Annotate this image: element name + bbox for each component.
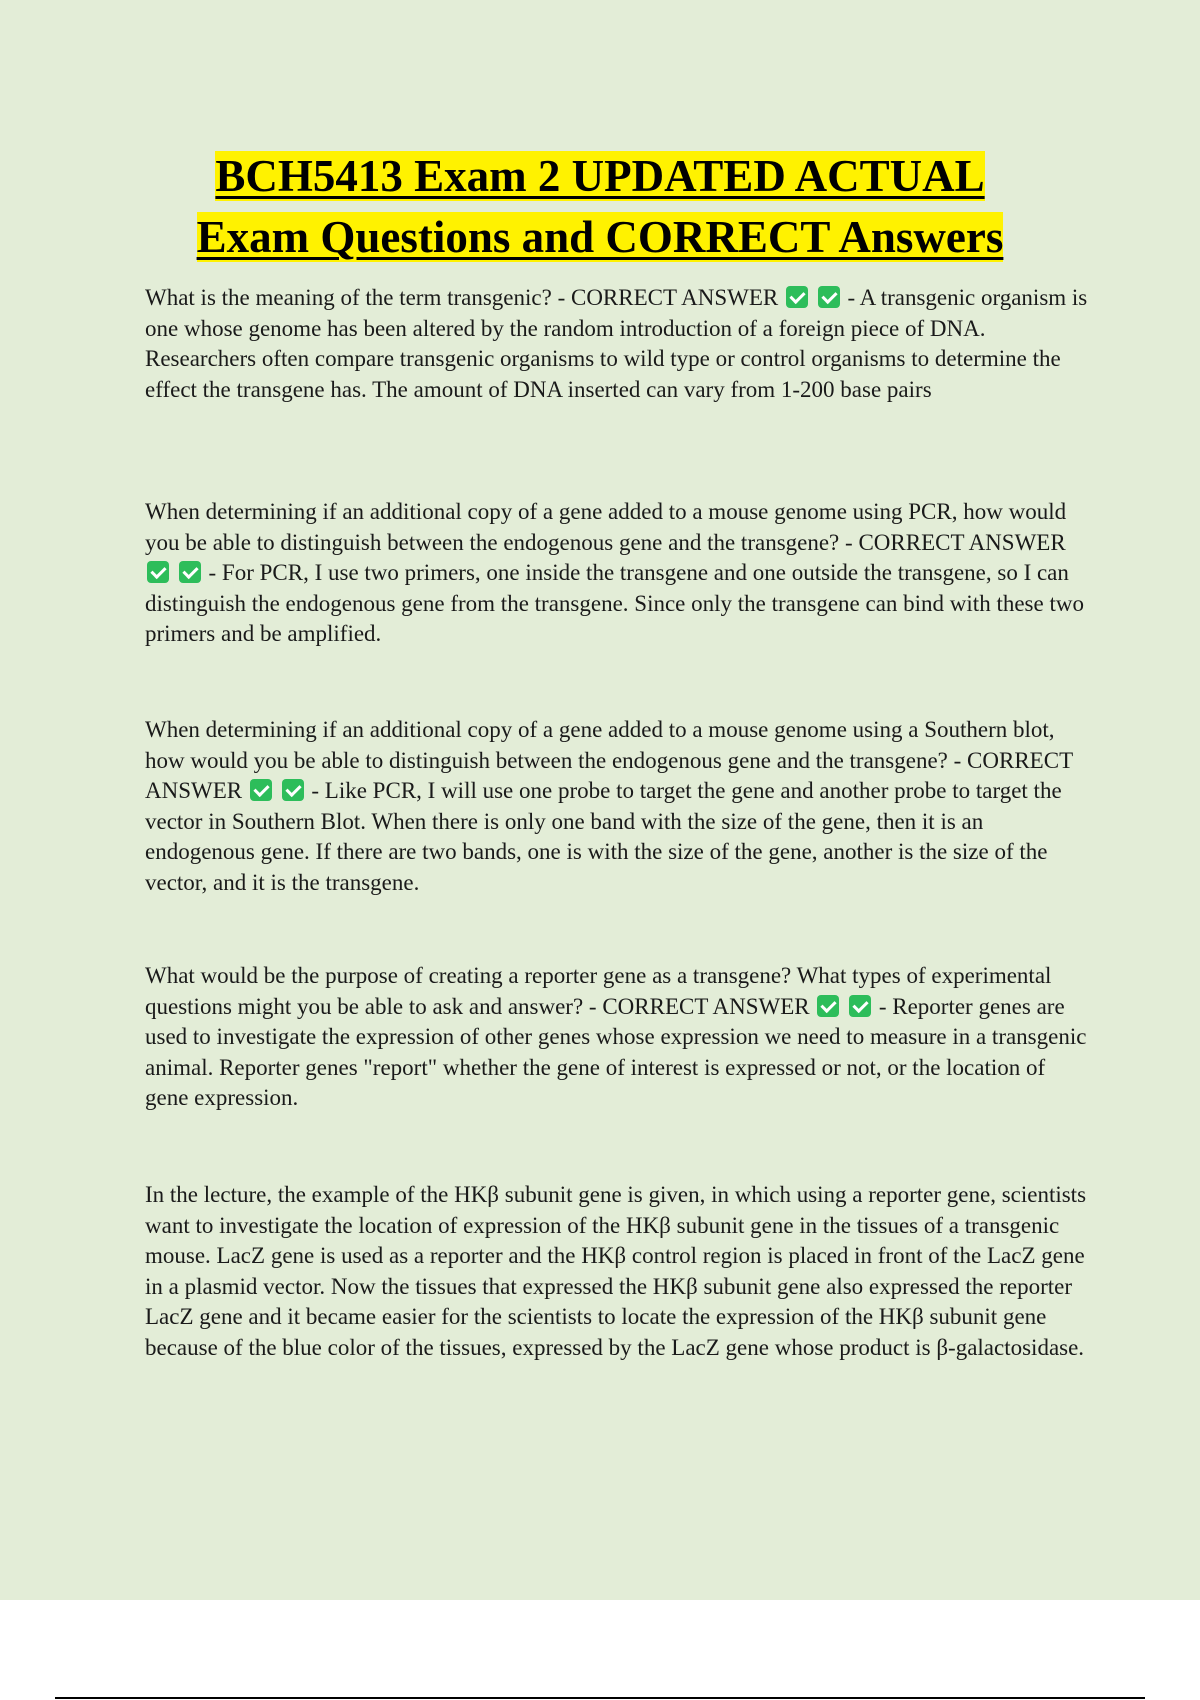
check-mark-icon	[282, 779, 304, 801]
check-mark-icon	[817, 995, 839, 1017]
qa-item-3	[145, 715, 1090, 898]
question-text: What would be the purpose of creating a reporter gene as a transgene? What types of experimental questions might you be able to ask and answer? -	[145, 963, 1052, 1019]
title-line-1: BCH5413 Exam 2 UPDATED ACTUAL	[215, 151, 985, 201]
title-line-2: Exam Questions and CORRECT Answers	[196, 212, 1004, 262]
check-mark-icon	[179, 561, 201, 583]
check-mark-icon	[250, 779, 272, 801]
document-title	[0, 146, 1200, 268]
question-text: When determining if an additional copy of a gene added to a mouse genome using a Southern blot, how would you be able to distinguish between the endogenous gene and the transgene? -	[145, 717, 1055, 773]
check-mark-icon	[786, 286, 808, 308]
qa-item-2	[145, 497, 1090, 650]
answer-text: - A transgenic organism is one whose genome has been altered by the random introduction of a foreign piece of DNA. Researchers often compare transgenic organisms to wild type or control organisms to determine the effect the transgene has. The amount of DNA inserted can vary from 1-200 base pairs	[145, 285, 1088, 402]
answer-marker: CORRECT ANSWER	[145, 747, 1073, 803]
answer-marker: CORRECT ANSWER	[602, 993, 810, 1019]
footer-divider	[55, 1697, 1145, 1699]
qa-item-4	[145, 961, 1090, 1114]
closing-paragraph: In the lecture, the example of the HKβ subunit gene is given, in which using a reporter gene, scientists want to investigate the location of expression of the HKβ subunit gene in the tissues of a transgenic mouse. LacZ gene is used as a reporter and the HKβ control region is placed in front of the LacZ gene in a plasmid vector. Now the tissues that expressed the HKβ subunit gene also expressed the reporter LacZ gene and it became easier for the scientists to locate the expression of the HKβ subunit gene because of the blue color of the tissues, expressed by the LacZ gene whose product is β-galactosidase.	[145, 1182, 1087, 1360]
check-mark-icon	[849, 995, 871, 1017]
qa-item-1	[145, 283, 1090, 405]
answer-text: - For PCR, I use two primers, one inside the transgene and one outside the transgene, so I can distinguish the endogenous gene from the transgene. Since only the transgene can bind with these two primers and be amplified.	[145, 560, 1084, 646]
answer-marker: CORRECT ANSWER	[858, 529, 1066, 555]
question-text: When determining if an additional copy of a gene added to a mouse genome using PCR, how would you be able to distinguish between the endogenous gene and the transgene? -	[145, 499, 1067, 555]
check-mark-icon	[147, 561, 169, 583]
answer-text: - Reporter genes are used to investigate the expression of other genes whose expression we need to measure in a transgenic animal. Reporter genes "report" whether the gene of interest is expressed or not, or the location of gene expression.	[145, 993, 1087, 1110]
question-text: What is the meaning of the term transgenic? -	[145, 285, 571, 310]
answer-marker: CORRECT ANSWER	[570, 285, 779, 310]
check-mark-icon	[818, 286, 840, 308]
answer-text: - Like PCR, I will use one probe to target the gene and another probe to target the vector in Southern Blot. When there is only one band with the size of the gene, then it is an endogenous gene. If there are two bands, one is with the size of the gene, another is the size of the vector, and it is the transgene.	[145, 778, 1062, 895]
